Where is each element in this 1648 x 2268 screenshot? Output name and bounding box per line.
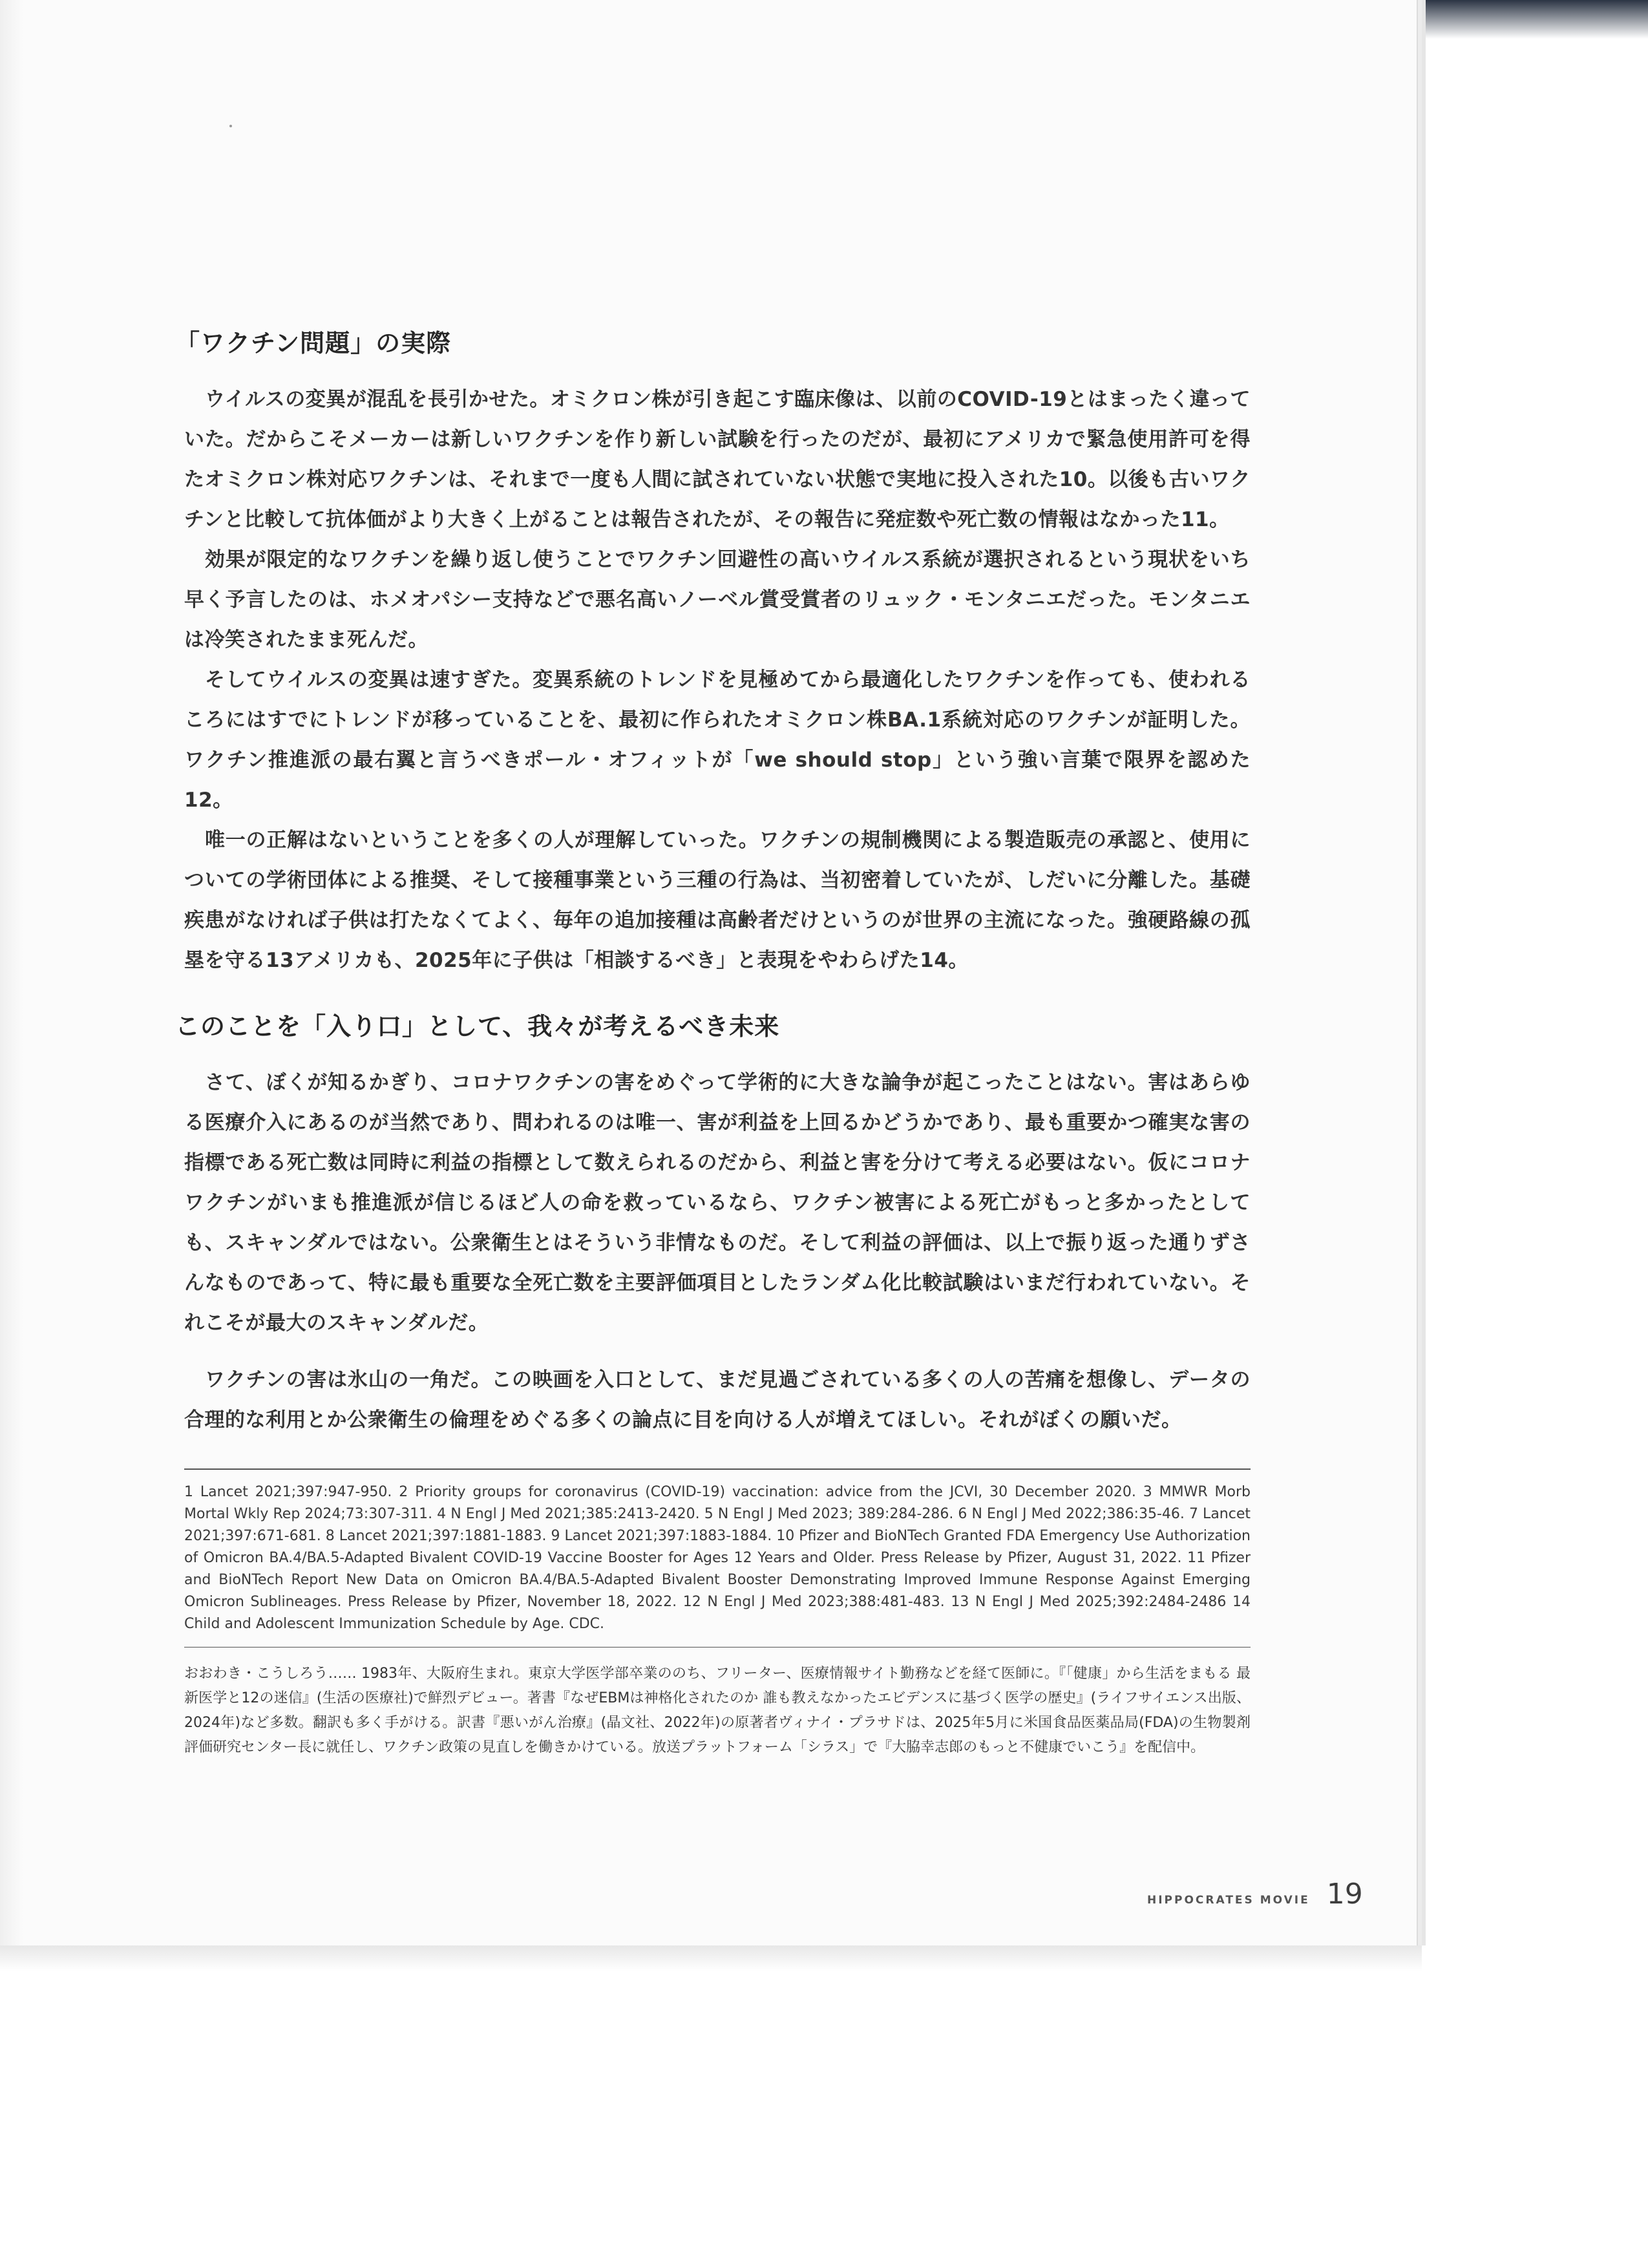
section-heading-future: このことを「入り口」として、我々が考えるべき未来 (175, 1012, 780, 1041)
paragraph: 唯一の正解はないということを多くの人が理解していった。ワクチンの規制機関による製造販売の承認と、使用についての学術団体による推奨、そして接種事業という三種の行為は、当初密着していたが、しだいに分離した。基礎疾患がなければ子供は打たなくてよく、毎年の追加接種は高齢者だけというのが世界の主流になった。強硬路線の孤塁を守る13アメリカも、2025年に子供は「相談するべき」と表現をやわらげた14。 (184, 829, 1251, 972)
author-bio: おおわき・こうしろう…… 1983年、大阪府生まれ。東京大学医学部卒業ののち、フリーター、医療情報サイト勤務などを経て医師に。『「健康」から生活をまもる 最新医学と12の迷信』(生活の医療社)で鮮烈デビュー。著書『なぜEBMは神格化されたのか 誰も教えなかったエビデンスに基づく医学の歴史』(ライフサイエンス出版、2024年)など多数。翻訳も多く手がける。訳書『悪いがん治療』(晶文社、2022年)の原著者ヴィナイ・プラサドは、2025年5月に米国食品医薬品局(FDA)の生物製剤評価研究センター長に就任し、ワクチン政策の見直しを働きかけている。放送プラットフォーム「シラス」で『大脇幸志郎のもっと不健康でいこう』を配信中。 (184, 1666, 1251, 1755)
bio-divider (184, 1647, 1251, 1648)
references-divider (184, 1468, 1251, 1470)
paragraph: そしてウイルスの変異は速すぎた。変異系統のトレンドを見極めてから最適化したワクチンを作っても、使われるころにはすでにトレンドが移っていることを、最初に作られたオミクロン株BA.1系統対応のワクチンが証明した。ワクチン推進派の最右翼と言うべきポール・オフィットが「we should stop」という強い言葉で限界を認めた12。 (184, 668, 1251, 812)
paragraph: さて、ぼくが知るかぎり、コロナワクチンの害をめぐって学術的に大きな論争が起こったことはない。害はあらゆる医療介入にあるのが当然であり、問われるのは唯一、害が利益を上回るかどうかであり、最も重要かつ確実な害の指標である死亡数は同時に利益の指標として数えられるのだから、利益と害を分けて考える必要はない。仮にコロナワクチンがいまも推進派が信じるほど人の命を救っているなら、ワクチン被害による死亡がもっと多かったとしても、スキャンダルではない。公衆衛生とはそういう非情なものだ。そして利益の評価は、以上で振り返った通りずさんなものであって、特に最も重要な全死亡数を主要評価項目としたランダム化比較試験はいまだ行われていない。それこそが最大のスキャンダルだ。 (184, 1071, 1251, 1335)
section-heading-vaccine-problem: 「ワクチン問題」の実際 (175, 328, 452, 357)
page-number: 19 (1326, 1878, 1363, 1911)
scan-speck (229, 125, 232, 127)
page-bottom-shadow (0, 1945, 1422, 1971)
paragraph: 効果が限定的なワクチンを繰り返し使うことでワクチン回避性の高いウイルス系統が選択されるという現状をいち早く予言したのは、ホメオパシー支持などで悪名高いノーベル賞受賞者のリュック・モンタニエだった。モンタニエは冷笑されたまま死んだ。 (184, 548, 1251, 652)
page-footer (1147, 1878, 1363, 1911)
scanner-edge-shadow (1419, 0, 1648, 39)
page-spine-shadow (0, 0, 23, 1945)
paragraph: ウイルスの変異が混乱を長引かせた。オミクロン株が引き起こす臨床像は、以前のCOVID-19とはまったく違っていた。だからこそメーカーは新しいワクチンを作り新しい試験を行ったのだが、最初にアメリカで緊急使用許可を得たオミクロン株対応ワクチンは、それまで一度も人間に試されていない状態で実地に投入された10。以後も古いワクチンと比較して抗体価がより大きく上がることは報告されたが、その報告に発症数や死亡数の情報はなかった11。 (184, 388, 1251, 531)
magazine-name: HIPPOCRATES MOVIE (1147, 1894, 1310, 1907)
article-body (175, 323, 1251, 1760)
paragraph: ワクチンの害は氷山の一角だ。この映画を入口として、まだ見過ごされている多くの人の苦痛を想像し、データの合理的な利用とか公衆衛生の倫理をめぐる多くの論点に目を向ける人が増えてほしい。それがぼくの願いだ。 (184, 1368, 1251, 1432)
references-list: 1 Lancet 2021;397:947-950. 2 Priority groups for coronavirus (COVID-19) vaccination: advice from the JCVI, 30 December 2020. 3 MMWR Morb Mortal Wkly Rep 2024;73:307-311. 4 N Engl J Med 2021;385:2413-2420. 5 N Engl J Med 2023; 389:284-286. 6 N Engl J Med 2022;386:35-46. 7 Lancet 2021;397:671-681. 8 Lancet 2021;397:1881-1883. 9 Lancet 2021;397:1883-1884. 10 Pfizer and BioNTech Granted FDA Emergency Use Authorization of Omicron BA.4/BA.5-Adapted Bivalent COVID-19 Vaccine Booster for Ages 12 Years and Older. Press Release by Pfizer, August 31, 2022. 11 Pfizer and BioNTech Report New Data on Omicron BA.4/BA.5-Adapted Bivalent Booster Demonstrating Improved Immune Response Against Emerging Omicron Sublineages. Press Release by Pfizer, November 18, 2022. 12 N Engl J Med 2023;388:481-483. 13 N Engl J Med 2025;392:2484-2486 14 Child and Adolescent Immunization Schedule by Age. CDC. (184, 1484, 1251, 1632)
